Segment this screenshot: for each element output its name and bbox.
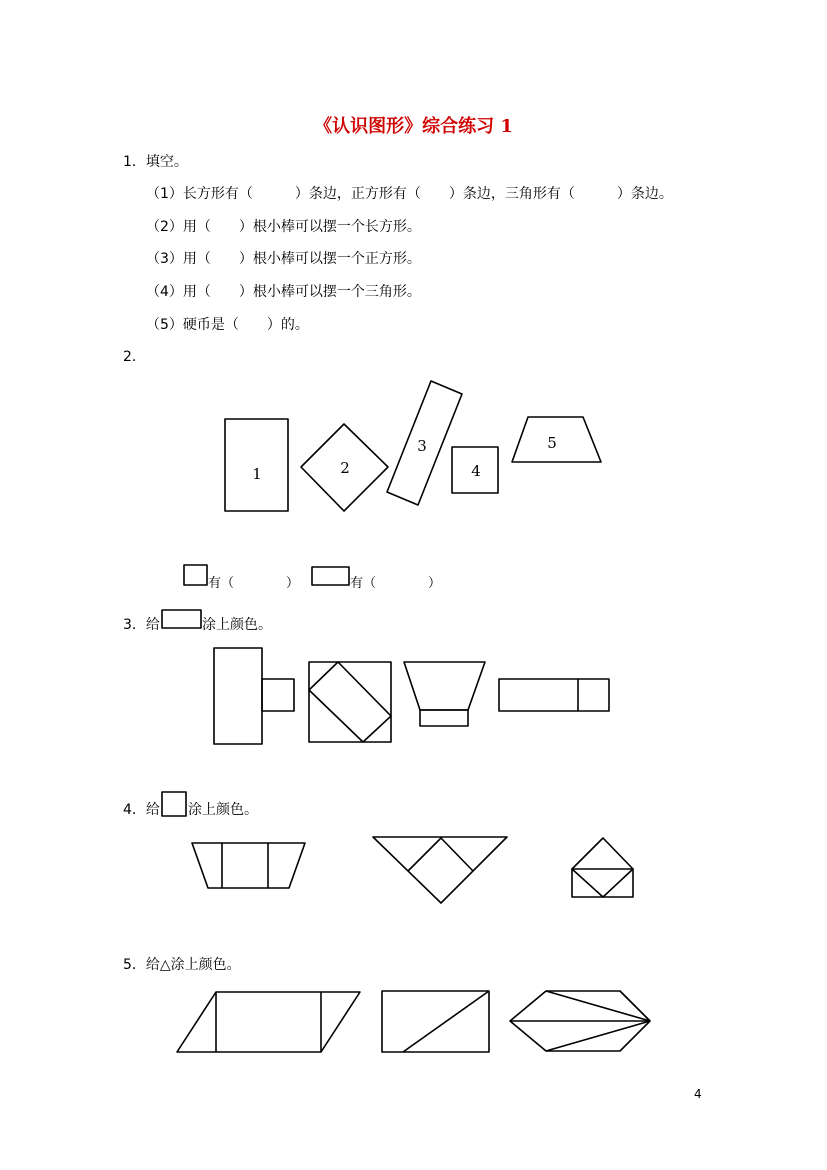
q3-prefix: 3．给 xyxy=(123,617,160,633)
q2-label-2: 2 xyxy=(340,459,350,477)
q4-figure-2 xyxy=(373,837,507,903)
q2-label-3: 3 xyxy=(417,437,427,455)
page-number: 4 xyxy=(694,1087,702,1101)
page-title: 《认识图形》综合练习 1 xyxy=(314,116,513,137)
q3-figure-4 xyxy=(499,679,609,711)
q1-item-1: （1）长方形有（ ）条边，正方形有（ ）条边，三角形有（ ）条边。 xyxy=(146,186,673,202)
q4-suffix: 涂上颜色。 xyxy=(188,802,258,818)
q4-figure-3 xyxy=(572,838,633,897)
q2-label-4: 4 xyxy=(471,462,481,480)
q2-answer-square: 有（ ） xyxy=(208,576,300,591)
q4-square-icon xyxy=(162,792,186,816)
q5-text: 5．给△涂上颜色。 xyxy=(123,957,241,973)
q5-figure-1 xyxy=(177,992,360,1052)
q1-item-3: （3）用（ ）根小棒可以摆一个正方形。 xyxy=(146,251,421,267)
q2-label-1: 1 xyxy=(252,465,262,483)
q3-figure-2 xyxy=(309,662,391,742)
q1-item-4: （4）用（ ）根小棒可以摆一个三角形。 xyxy=(146,284,421,300)
q3-figure-3 xyxy=(404,662,485,726)
q5-figure-2 xyxy=(382,991,489,1052)
q4-prefix: 4．给 xyxy=(123,802,160,818)
q2-answer-square-icon xyxy=(184,565,207,585)
q3-suffix: 涂上颜色。 xyxy=(202,617,272,633)
q2-heading: 2． xyxy=(123,349,146,365)
q1-item-2: （2）用（ ）根小棒可以摆一个长方形。 xyxy=(146,219,421,235)
q2-answer-rectangle: 有（ ） xyxy=(350,576,442,591)
q2-answer-rectangle-icon xyxy=(312,567,349,585)
q5-figure-3 xyxy=(510,991,650,1051)
q1-heading: 1．填空。 xyxy=(123,154,188,170)
q4-figure-1 xyxy=(192,843,305,888)
q3-rectangle-icon xyxy=(162,610,201,628)
q1-item-5: （5）硬币是（ ）的。 xyxy=(146,317,309,333)
q2-label-5: 5 xyxy=(547,434,557,452)
q3-figure-1 xyxy=(214,648,294,744)
